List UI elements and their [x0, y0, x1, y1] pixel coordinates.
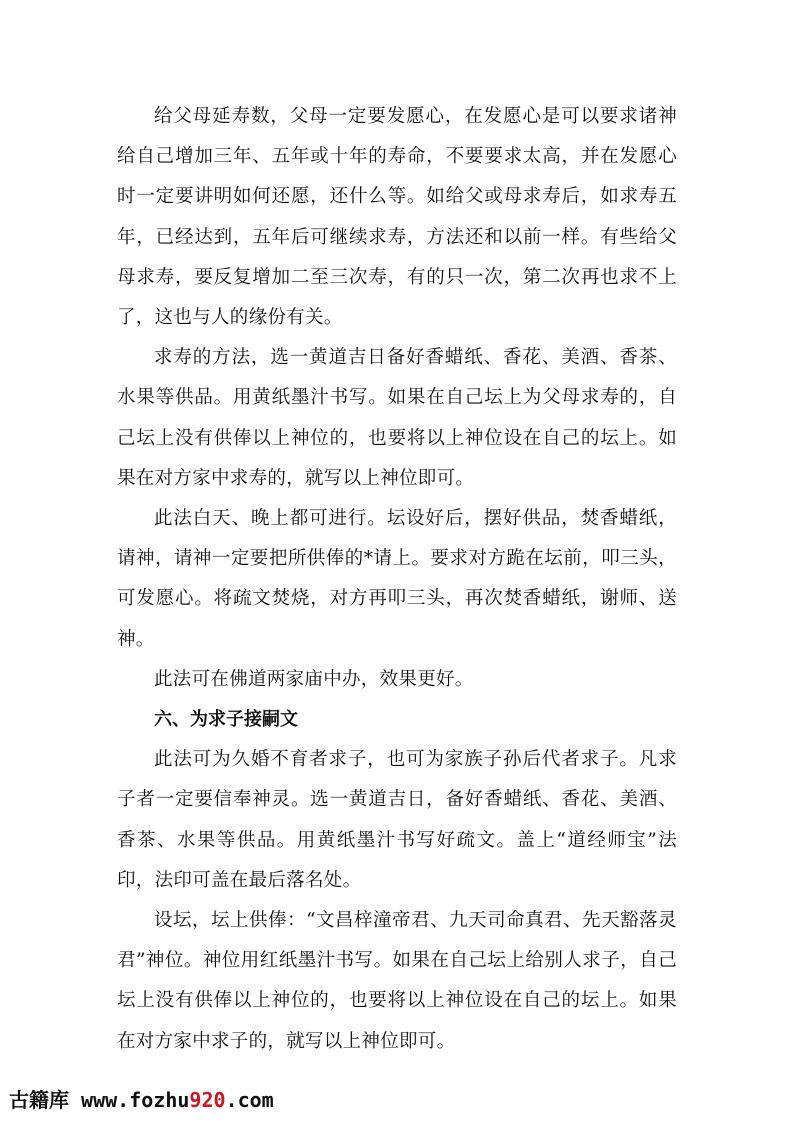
footer-url-number: 920 — [189, 1088, 226, 1112]
footer-watermark — [9, 1084, 274, 1113]
footer-url-suffix: .com — [225, 1088, 274, 1112]
paragraph-child-intro: 此法可为久婚不育者求子，也可为家族子孙后代者求子。凡求子者一定要信奉神灵。选一黄道吉日，备好香蜡纸、香花、美酒、香茶、水果等供品。用黄纸墨汁书写好疏文。盖上“道经师宝”法印，法印可盖在最后落名处。 — [117, 749, 677, 891]
paragraph-temple-note: 此法可在佛道两家庙中办，效果更好。 — [154, 668, 474, 690]
paragraph-altar-setup: 设坛，坛上供俸：“文昌梓潼帝君、九天司命真君、先天豁落灵君”神位。神位用红纸墨汁书写。如果在自己坛上给别人求子，自己坛上没有供俸以上神位的，也要将以上神位设在自己的坛上。如果在对方家中求子的，就写以上神位即可。 — [117, 910, 677, 1052]
footer-url-prefix: www.fozhu — [81, 1088, 190, 1112]
paragraph-ritual-steps: 此法白天、晚上都可进行。坛设好后，摆好供品，焚香蜡纸，请神，请神一定要把所供俸的*请上。要求对方跪在坛前，叩三头，可发愿心。将疏文焚烧，对方再叩三头，再次焚香蜡纸，谢师、送神。 — [117, 508, 677, 650]
section-heading: 六、为求子接嗣文 — [154, 709, 298, 731]
paragraph-longevity-method: 求寿的方法，选一黄道吉日备好香蜡纸、香花、美酒、香茶、水果等供品。用黄纸墨汁书写。如果在自己坛上为父母求寿的，自己坛上没有供俸以上神位的，也要将以上神位设在自己的坛上。如果在对方家中求寿的，就写以上神位即可。 — [117, 347, 677, 489]
paragraph-longevity-intro: 给父母延寿数，父母一定要发愿心，在发愿心是可以要求诸神给自己增加三年、五年或十年的寿命，不要要求太高，并在发愿心时一定要讲明如何还愿，还什么等。如给父或母求寿后，如求寿五年，已经达到，五年后可继续求寿，方法还和以前一样。有些给父母求寿，要反复增加二至三次寿，有的只一次，第二次再也求不上了，这也与人的缘份有关。 — [117, 106, 677, 329]
document-body — [117, 97, 677, 1062]
footer-site-name: 古籍库 — [9, 1088, 69, 1112]
